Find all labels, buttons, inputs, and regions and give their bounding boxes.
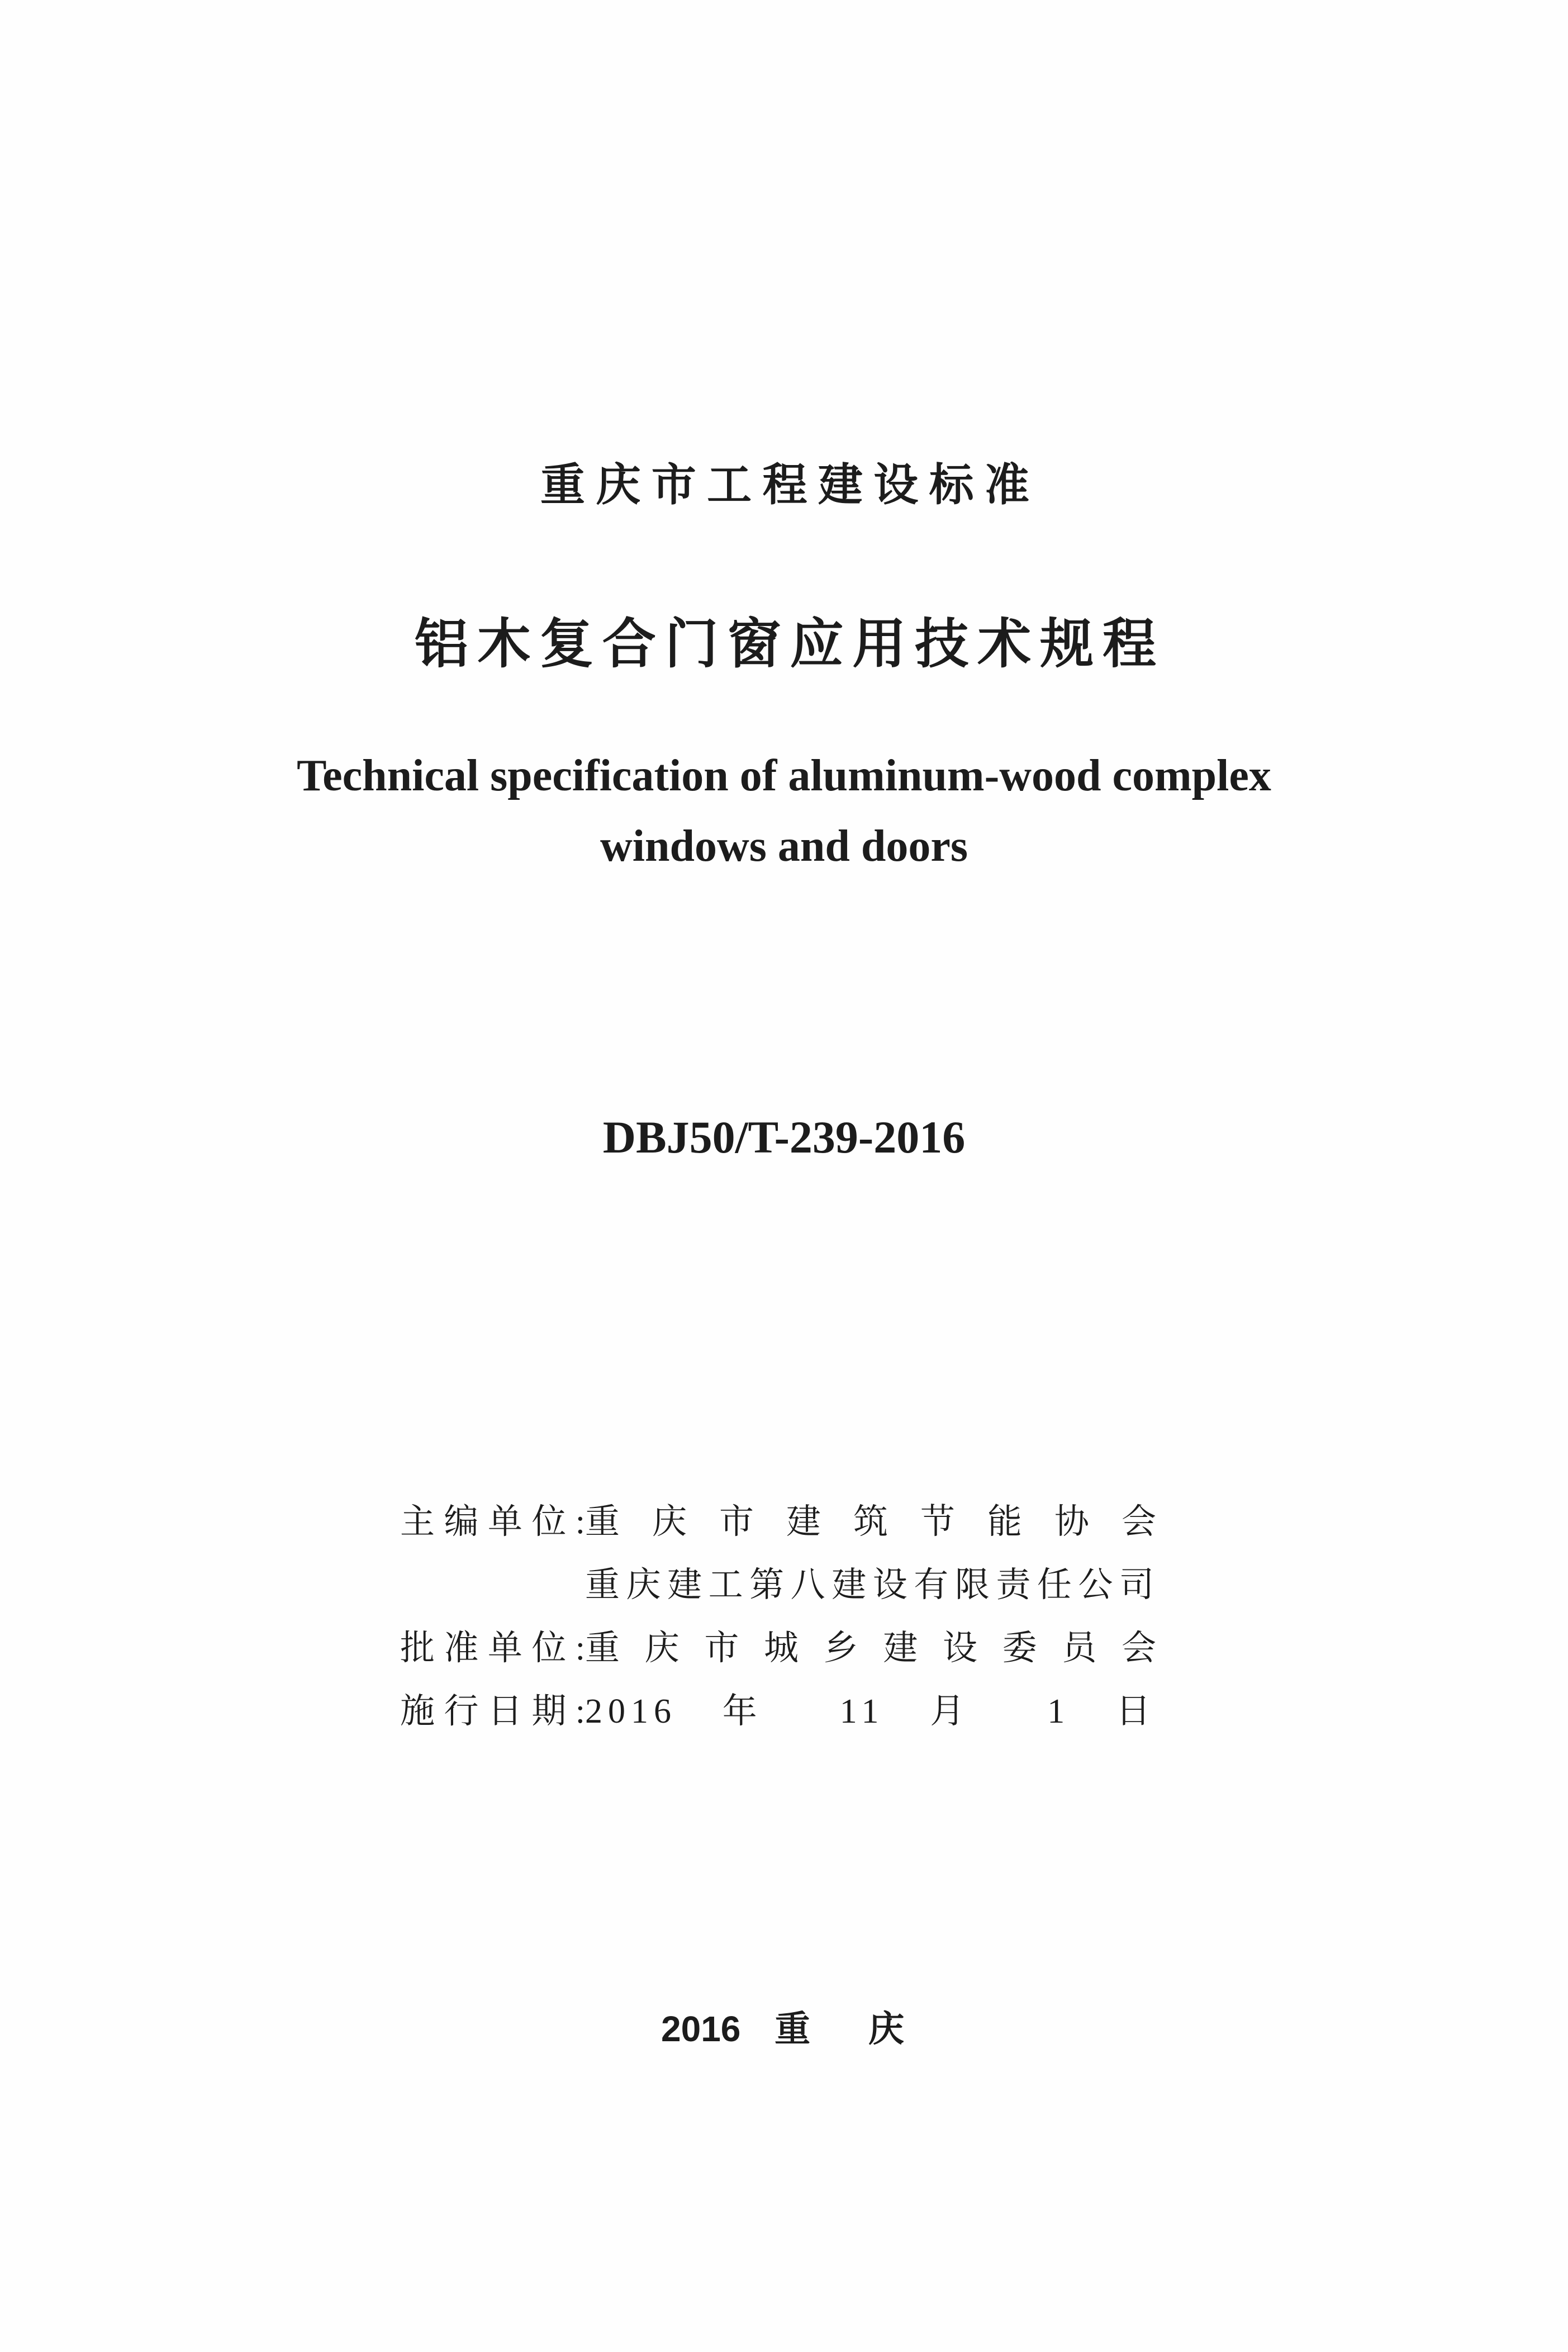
chief-editor-value: 重 庆 市 建 筑 节 能 协 会 — [585, 1503, 1156, 1541]
effective-date-label: 施行日期: — [400, 1692, 585, 1730]
empty-label — [400, 1554, 585, 1617]
document-title-en-line1: Technical specification of aluminum-wood complex — [297, 751, 1271, 800]
info-row-effective-date — [400, 1680, 1156, 1743]
document-title-en-line2: windows and doors — [600, 822, 968, 871]
info-row-approver — [400, 1617, 1156, 1680]
chief-editor-label: 主编单位: — [400, 1503, 585, 1541]
approver-value: 重 庆 市 城 乡 建 设 委 员 会 — [585, 1629, 1156, 1667]
publication-info — [400, 1491, 1156, 1743]
series-title: 重庆市工程建设标准 — [540, 460, 1029, 510]
effective-date-value: 2016 年 11 月 1 日 — [585, 1692, 1156, 1730]
publication-imprint: 2016 重 庆 — [661, 2009, 904, 2049]
chief-editor-value-2: 重庆建工第八建设有限责任公司 — [585, 1566, 1156, 1604]
approver-label: 批准单位: — [400, 1629, 585, 1667]
info-row-chief-editor — [400, 1491, 1156, 1554]
info-row-chief-editor-2 — [400, 1554, 1156, 1617]
document-title-zh: 铝木复合门窗应用技术规程 — [415, 614, 1156, 674]
standard-code: DBJ50/T-239-2016 — [602, 1112, 966, 1163]
